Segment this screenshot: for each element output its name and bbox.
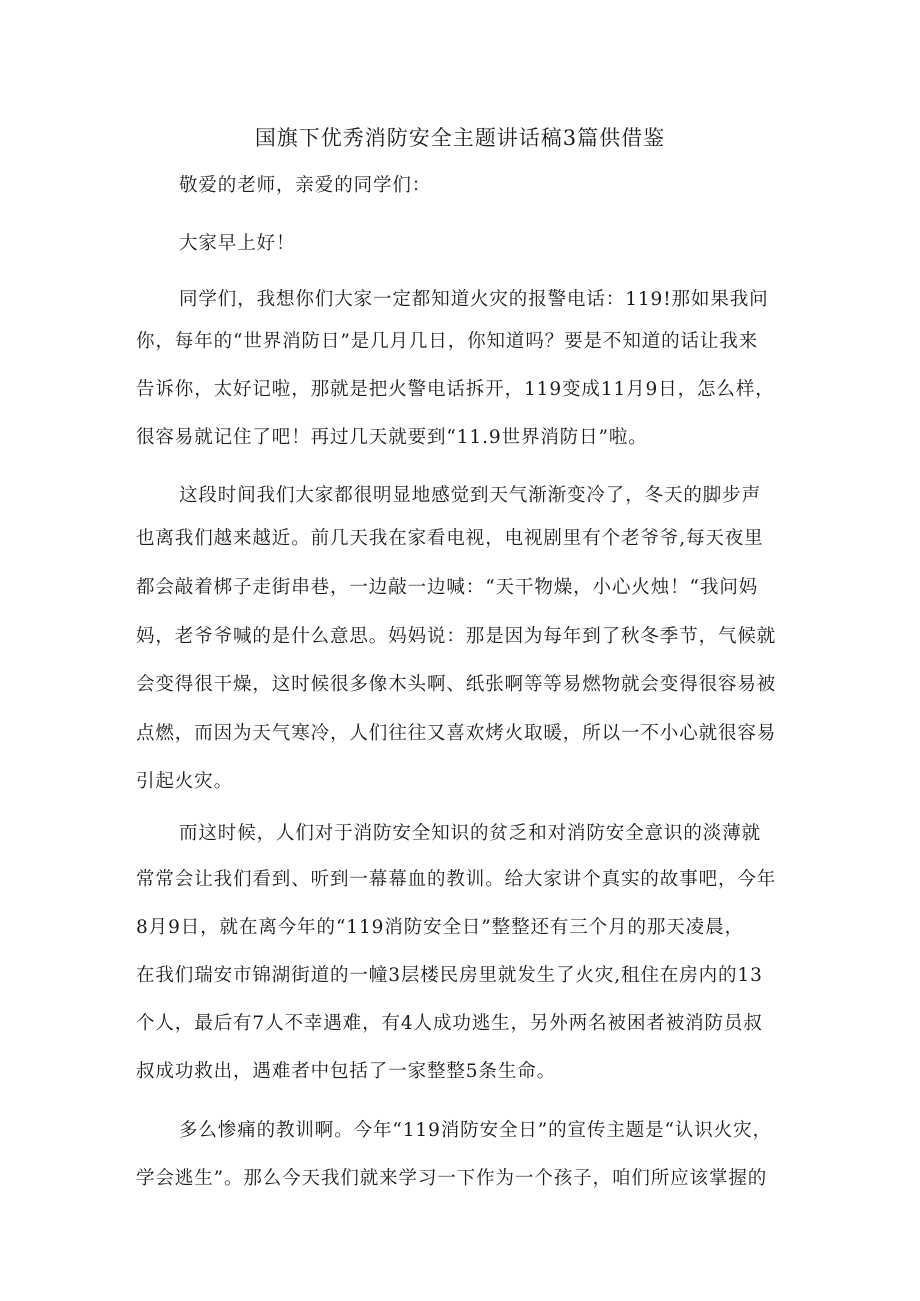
paragraph-3-line: 而这时候，人们对于消防安全知识的贫乏和对消防安全意识的淡薄就: [179, 823, 762, 844]
paragraph-1-line: 告诉你，太好记啦，那就是把火警电话拆开，119变成11月9日，怎么样，: [136, 379, 775, 400]
paragraph-2-line: 妈，老爷爷喊的是什么意思。妈妈说：那是因为每年到了秋冬季节，气候就: [136, 626, 777, 647]
paragraph-2-line: 会变得很干燥，这时候很多像木头啊、纸张啊等等易燃物就会变得很容易被: [136, 674, 777, 695]
paragraph-3-line: 8月9日，就在离今年的“119消防安全日”整整还有三个月的那天凌晨，: [136, 917, 744, 938]
paragraph-3-line: 个人，最后有7人不幸遇难，有4人成功逃生，另外两名被困者被消防员叔: [136, 1013, 763, 1034]
greeting: 敬爱的老师，亲爱的同学们：: [179, 175, 432, 196]
paragraph-2-line: 点燃，而因为天气寒冷，人们往往又喜欢烤火取暖，所以一不小心就很容易: [136, 723, 777, 744]
paragraph-1-line: 很容易就记住了吧！再过几天就要到“11.9世界消防日”啦。: [136, 427, 648, 448]
paragraph-2-line: 引起火灾。: [136, 771, 234, 792]
paragraph-4-line: 多么惨痛的教训啊。今年“119消防安全日”的宣传主题是“认识火灾，: [179, 1120, 772, 1141]
paragraph-4-line: 学会逃生”。那么今天我们就来学习一下作为一个孩子，咱们所应该掌握的: [136, 1168, 768, 1189]
paragraph-3-line: 常常会让我们看到、听到一幕幕血的教训。给大家讲个真实的故事吧，今年: [136, 869, 777, 890]
paragraph-1-line: 你，每年的“世界消防日”是几月几日，你知道吗？要是不知道的话让我来: [136, 331, 759, 352]
paragraph-3-line: 叔成功救出，遇难者中包括了一家整整5条生命。: [136, 1061, 557, 1082]
paragraph-2-line: 这段时间我们大家都很明显地感觉到天气渐渐变冷了，冬天的脚步声: [179, 485, 762, 506]
good-morning: 大家早上好！: [179, 233, 296, 254]
paragraph-3-line: 在我们瑞安市锦湖街道的一幢3层楼民房里就发生了火灾,租住在房内的13: [136, 965, 763, 986]
paragraph-2-line: 也离我们越来越近。前几天我在家看电视，电视剧里有个老爷爷,每天夜里: [136, 528, 764, 549]
document-title: 国旗下优秀消防安全主题讲话稿3篇供借鉴: [254, 126, 666, 150]
paragraph-2-line: 都会敲着梆子走街串巷，一边敲一边喊：“天干物燥，小心火烛！“我问妈: [136, 577, 759, 598]
paragraph-1-line: 同学们，我想你们大家一定都知道火灾的报警电话：119!那如果我问: [179, 289, 769, 310]
